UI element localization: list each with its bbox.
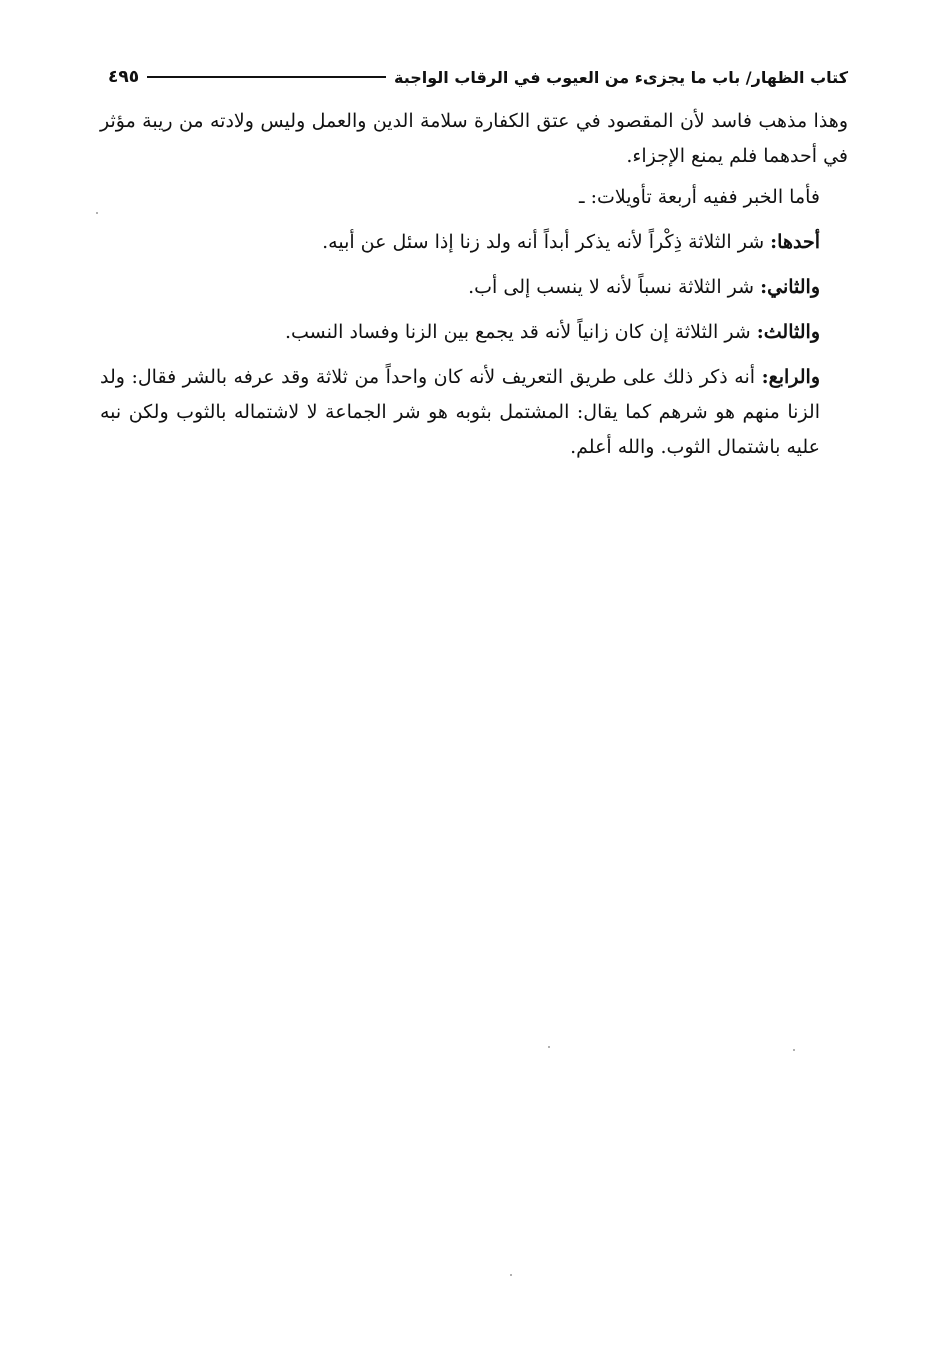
item-lead: والرابع:: [761, 366, 820, 388]
page-number: ٤٩٥: [108, 67, 140, 87]
header-rule: [147, 76, 386, 78]
item-lead: والثالث:: [756, 321, 820, 343]
interpretation-item: [100, 225, 848, 260]
page-body: [100, 104, 848, 475]
item-lead: أحدها:: [770, 231, 820, 253]
interpretation-item: [100, 360, 848, 465]
item-text: أنه ذكر ذلك على طريق التعريف لأنه كان واحداً من ثلاثة وقد عرفه بالشر فقال: ولد الزنا منهم هو شرهم كما يقال: المشتمل بثوبه هو شر الجماعة لا لاشتماله بالثوب ولكن نبه عليه باشتمال الثوب. والله أعلم.: [100, 366, 820, 458]
running-header: [108, 62, 848, 92]
item-lead: والثاني:: [760, 276, 820, 298]
item-text: شر الثلاثة إن كان زانياً لأنه قد يجمع بين الزنا وفساد النسب.: [284, 321, 757, 343]
scan-speck: [96, 212, 98, 214]
scan-speck: [510, 1274, 512, 1276]
intro-paragraph: فأما الخبر ففيه أربعة تأويلات: ـ: [578, 186, 820, 208]
interpretation-item: [100, 270, 848, 305]
header-title: كتاب الظهار/ باب ما يجزىء من العيوب في الرقاب الواجبة: [393, 67, 848, 87]
scan-speck: [793, 1049, 795, 1051]
paragraph-1: وهذا مذهب فاسد لأن المقصود في عتق الكفارة سلامة الدين والعمل وليس ولادته من ريبة مؤثر في أحدهما فلم يمنع الإجزاء.: [100, 110, 848, 167]
interpretation-item: [100, 315, 848, 350]
item-text: شر الثلاثة ذِكْراً لأنه يذكر أبداً أنه ولد زنا إذا سئل عن أبيه.: [322, 231, 771, 253]
item-text: شر الثلاثة نسباً لأنه لا ينسب إلى أب.: [468, 276, 761, 298]
scan-speck: [548, 1046, 550, 1048]
